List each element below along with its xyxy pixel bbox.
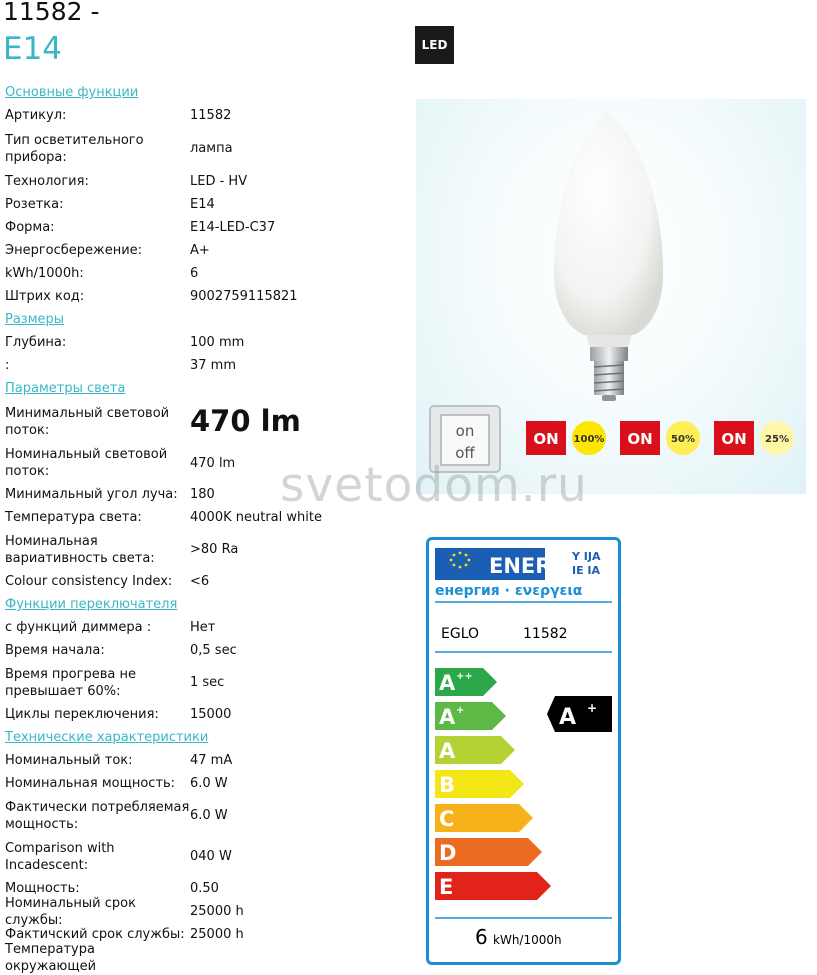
svg-text:E: E (439, 875, 454, 899)
spec-value: >80 Ra (190, 542, 239, 557)
spec-row (5, 127, 405, 170)
spec-label: Форма: (5, 220, 55, 235)
spec-value: лампа (190, 141, 233, 156)
spec-label: Фактически потребляемая мощность: (5, 799, 190, 832)
energy-class-arrow (435, 702, 506, 730)
section-heading[interactable]: Параметры света (5, 381, 126, 396)
svg-text:A: A (439, 739, 456, 763)
spec-row (5, 639, 405, 662)
spec-label: Colour consistency Index: (5, 574, 173, 589)
candle-bulb-image (416, 99, 806, 494)
svg-text:off: off (455, 444, 475, 462)
spec-value: E14-LED-C37 (190, 220, 276, 235)
spec-label: Розетка: (5, 197, 64, 212)
spec-value: <6 (190, 574, 210, 589)
spec-label: Глубина: (5, 335, 67, 350)
svg-text:B: B (439, 773, 456, 797)
section-heading[interactable]: Технические характеристики (5, 730, 209, 745)
spec-value: 6 (190, 266, 199, 281)
svg-text:енергия · ενεργεια: енергия · ενεργεια (435, 583, 583, 599)
spec-value: 11582 (190, 108, 232, 123)
spec-value: 37 mm (190, 358, 237, 373)
spec-label: : (5, 358, 10, 373)
spec-value: 040 W (190, 849, 232, 864)
spec-value: 25000 h (190, 904, 244, 919)
spec-value: 6.0 W (190, 776, 228, 791)
energy-label-graphic (429, 540, 618, 962)
spec-label: Энергосбережение: (5, 243, 143, 258)
spec-value: 0,5 sec (190, 643, 237, 658)
svg-text:kWh/1000h: kWh/1000h (493, 933, 562, 947)
spec-row (5, 616, 405, 639)
spec-label: Артикул: (5, 108, 67, 123)
spec-label: Минимальный угол луча: (5, 487, 178, 502)
svg-text:D: D (439, 841, 457, 865)
spec-value: 15000 (190, 707, 232, 722)
product-socket: E14 (3, 31, 63, 67)
spec-label: Циклы переключения: (5, 707, 159, 722)
watermark: svetodom.ru (280, 458, 588, 513)
svg-text:+: + (456, 705, 465, 716)
spec-row (5, 331, 405, 354)
spec-row (5, 895, 405, 928)
svg-text:ON: ON (721, 430, 747, 448)
svg-text:C: C (439, 807, 455, 831)
spec-row (5, 662, 405, 703)
spec-label: Время прогрева не превышает 60%: (5, 666, 136, 699)
svg-text:ON: ON (533, 430, 559, 448)
energy-class-arrow (435, 770, 524, 798)
svg-text:on: on (455, 422, 475, 440)
svg-text:EGLO: EGLO (441, 626, 480, 642)
svg-text:+: + (587, 701, 598, 715)
spec-value: 47 mA (190, 753, 233, 768)
energy-class-arrow (435, 838, 542, 866)
spec-row (5, 170, 405, 193)
section-heading[interactable]: Функции переключателя (5, 597, 178, 612)
svg-text:Y IJA: Y IJA (572, 550, 601, 563)
svg-text:IE IA: IE IA (572, 564, 601, 577)
svg-text:50%: 50% (671, 434, 695, 445)
spec-row (5, 749, 405, 772)
spec-value: 470 lm (190, 404, 301, 438)
spec-value: 25000 h (190, 927, 244, 942)
section-heading[interactable]: Основные функции (5, 85, 139, 100)
spec-label: Штрих код: (5, 289, 85, 304)
spec-label: Номинальный срок службы: (5, 895, 136, 928)
spec-row (5, 354, 405, 377)
led-badge: LED (415, 26, 454, 64)
dim-level-badge (620, 421, 700, 455)
spec-label: Номинальная мощность: (5, 776, 176, 791)
svg-text:ENERG: ENERG (489, 554, 569, 578)
spec-label: Номинальный световой поток: (5, 447, 168, 479)
spec-row (5, 772, 405, 795)
spec-row (5, 400, 405, 443)
spec-value: 470 lm (190, 455, 236, 471)
section-heading[interactable]: Размеры (5, 312, 65, 327)
spec-label: Фактичский срок службы: (5, 927, 185, 942)
spec-row (5, 703, 405, 726)
spec-row (5, 193, 405, 216)
svg-text:11582: 11582 (523, 626, 568, 642)
energy-class-arrow (435, 736, 515, 764)
dim-level-badge (526, 421, 606, 455)
product-code: 11582 - (3, 0, 100, 26)
spec-row (5, 262, 405, 285)
spec-label: kWh/1000h: (5, 266, 84, 281)
spec-label: Тип осветительного прибора: (5, 132, 144, 165)
energy-class-arrow (435, 668, 497, 696)
spec-value: 100 mm (190, 335, 245, 350)
spec-value: 9002759115821 (190, 289, 298, 304)
svg-text:A: A (439, 705, 456, 729)
spec-row (5, 941, 405, 974)
spec-label: Номинальный ток: (5, 753, 133, 768)
spec-row (5, 570, 405, 593)
spec-value: A+ (190, 243, 210, 258)
svg-text:A: A (559, 705, 577, 730)
spec-label: Температура света: (5, 510, 142, 525)
energy-label (426, 537, 621, 965)
spec-table (5, 81, 405, 974)
svg-text:A: A (439, 671, 456, 695)
energy-class-arrow (435, 872, 551, 900)
spec-label: с функций диммера : (5, 620, 152, 635)
spec-row (5, 529, 405, 570)
svg-text:6: 6 (475, 925, 488, 949)
svg-text:ON: ON (627, 430, 653, 448)
svg-text:++: ++ (456, 671, 473, 682)
spec-label: Время начала: (5, 643, 105, 658)
svg-text:100%: 100% (573, 434, 605, 445)
spec-row (5, 239, 405, 262)
spec-row (5, 285, 405, 308)
spec-row (5, 104, 405, 127)
spec-value: 4000K neutral white (190, 510, 322, 525)
spec-label: Номинальная вариативность света: (5, 533, 155, 566)
spec-label: Технология: (5, 174, 89, 189)
spec-value: 1 sec (190, 675, 225, 690)
spec-value: LED - HV (190, 174, 248, 189)
dim-level-badge (714, 421, 794, 455)
svg-text:25%: 25% (765, 434, 789, 445)
energy-class-arrow (435, 804, 533, 832)
spec-label: Мощность: (5, 881, 80, 896)
spec-label: Температура окружающей (5, 941, 97, 974)
spec-value: 6.0 W (190, 808, 228, 823)
spec-label: Минимальный световой поток: (5, 405, 170, 438)
spec-value: Нет (190, 620, 216, 635)
spec-value: 0.50 (190, 881, 219, 896)
product-photo (416, 99, 806, 494)
spec-value: 180 (190, 487, 215, 502)
spec-value: E14 (190, 197, 215, 212)
spec-label: Comparison with Incadescent: (5, 840, 115, 873)
spec-row (5, 216, 405, 239)
spec-row (5, 795, 405, 836)
spec-row (5, 836, 405, 877)
